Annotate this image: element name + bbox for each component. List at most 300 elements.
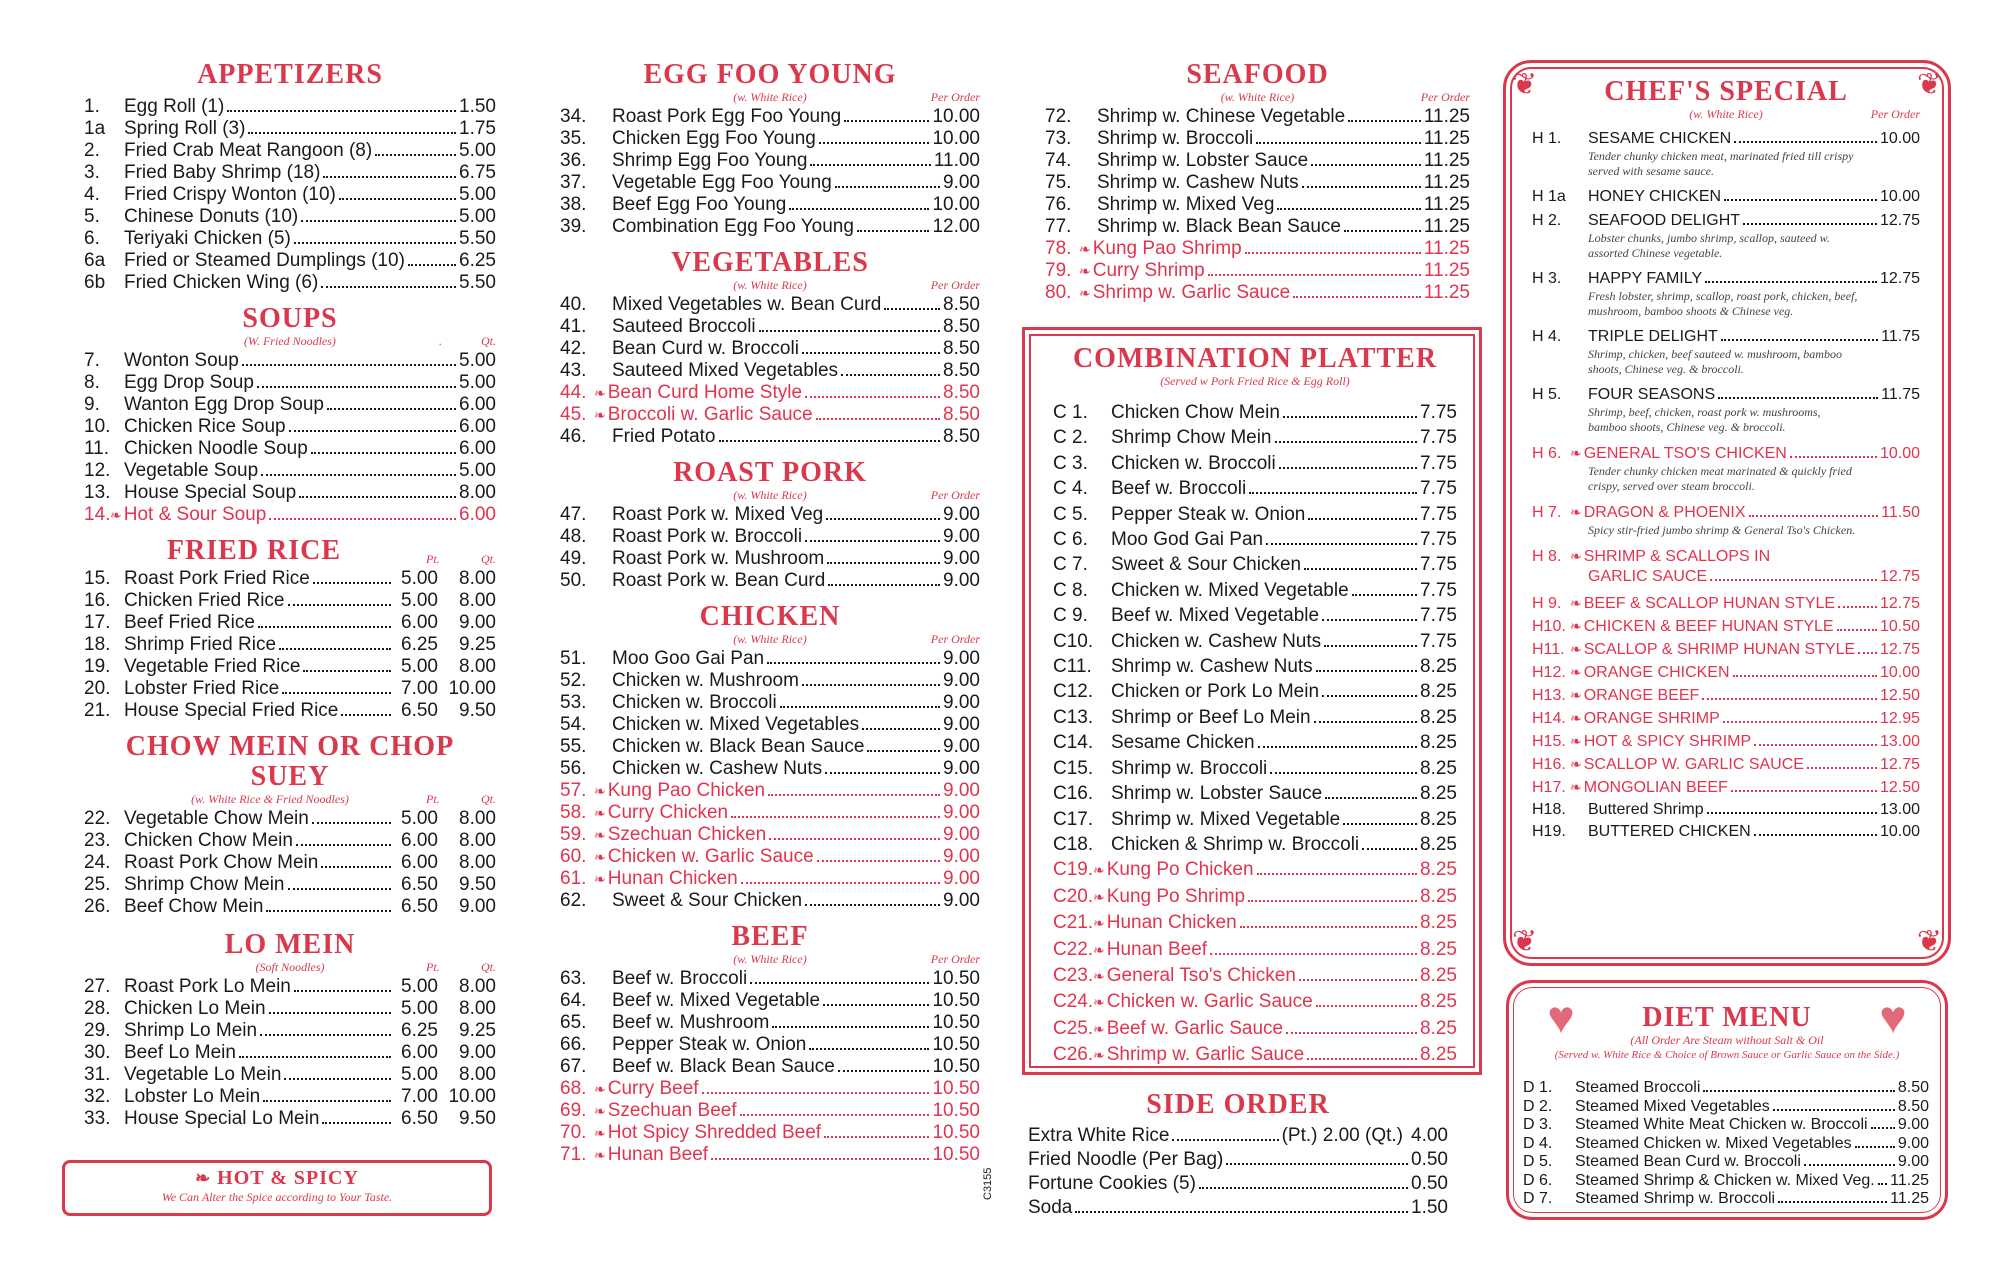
item-name: Beef Lo Mein bbox=[124, 1042, 236, 1063]
menu-item bbox=[1053, 578, 1457, 603]
item-number: H 9. bbox=[1532, 595, 1562, 612]
chili-pepper-icon: ❧ bbox=[1570, 595, 1582, 611]
item-price: 8.25 bbox=[1420, 964, 1457, 986]
leader-dots bbox=[299, 496, 456, 498]
item-number: C26. bbox=[1053, 1044, 1094, 1066]
item-number: 37. bbox=[560, 172, 587, 193]
item-name: Combination Egg Foo Young bbox=[612, 216, 854, 237]
item-name: Fried Chicken Wing (6) bbox=[124, 272, 319, 293]
item-price: 10.50 bbox=[932, 1034, 980, 1055]
leader-dots bbox=[1302, 186, 1421, 188]
fried-rice-h2: Qt. bbox=[481, 552, 496, 566]
item-number: D 2. bbox=[1523, 1097, 1553, 1115]
menu-item bbox=[84, 852, 496, 874]
leader-dots bbox=[1733, 675, 1877, 677]
item-price: 9.00 bbox=[943, 802, 980, 823]
item-name: Shrimp Fried Rice bbox=[124, 634, 277, 655]
chili-pepper-icon: ❧ bbox=[594, 1125, 606, 1141]
item-number: 4. bbox=[84, 184, 100, 205]
leader-dots bbox=[1718, 397, 1878, 399]
menu-item bbox=[1028, 1172, 1448, 1196]
leader-dots bbox=[1344, 230, 1421, 232]
menu-item bbox=[84, 96, 496, 118]
item-pint-price: 6.50 bbox=[401, 874, 438, 895]
item-price: 11.25 bbox=[1890, 1190, 1929, 1207]
seafood-subtitle: (w. White Rice) bbox=[1220, 90, 1295, 104]
leader-dots bbox=[1778, 1201, 1887, 1203]
leader-dots bbox=[1707, 812, 1877, 814]
item-name: Curry Beef bbox=[607, 1078, 699, 1099]
item-price: 7.75 bbox=[1420, 452, 1457, 474]
item-price: 11.25 bbox=[1423, 216, 1470, 237]
item-number: 60. bbox=[560, 846, 587, 867]
item-name: Beef w. Black Bean Sauce bbox=[612, 1056, 835, 1077]
menu-item bbox=[84, 656, 496, 678]
beef-title: BEEF bbox=[731, 921, 809, 952]
menu-item bbox=[1028, 1124, 1448, 1148]
vegetables-subtitle: (w. White Rice) bbox=[733, 278, 807, 292]
leader-dots bbox=[1283, 416, 1417, 418]
item-name: ORANGE SHRIMP bbox=[1583, 710, 1720, 727]
item-name: Steamed Bean Curd w. Broccoli bbox=[1575, 1153, 1801, 1170]
item-name: FOUR SEASONS bbox=[1588, 386, 1716, 403]
item-price: 9.00 bbox=[943, 714, 980, 735]
item-number: 52. bbox=[560, 670, 587, 691]
leader-dots bbox=[1871, 1127, 1895, 1129]
item-number: C23. bbox=[1053, 964, 1094, 986]
lo-mein-h1: Pt. bbox=[426, 960, 440, 974]
item-number: 30. bbox=[84, 1042, 111, 1063]
item-price: 8.25 bbox=[1420, 808, 1457, 830]
item-name: Roast Pork Egg Foo Young bbox=[612, 106, 842, 127]
item-price: 9.00 bbox=[943, 692, 980, 713]
menu-item bbox=[560, 648, 980, 670]
item-name: Szechuan Chicken bbox=[607, 824, 767, 845]
item-name: Sauteed Mixed Vegetables bbox=[612, 360, 839, 381]
item-number: H14. bbox=[1532, 710, 1566, 727]
diet-menu-subtitle-2: (Served w. White Rice & Choice of Brown Sauce or Garlic Sauce on the Side.) bbox=[1554, 1049, 1900, 1061]
menu-item bbox=[84, 504, 496, 526]
item-name: BEEF & SCALLOP HUNAN STYLE bbox=[1583, 595, 1836, 612]
item-description: Fresh lobster, shrimp, scallop, roast pork, chicken, beef, mushroom, bamboo shoots & Chinese veg. bbox=[1588, 289, 1858, 318]
item-number: C11. bbox=[1053, 656, 1092, 678]
menu-item bbox=[1045, 150, 1470, 172]
soups-h1: . bbox=[439, 334, 442, 348]
menu-item bbox=[560, 570, 980, 592]
menu-item bbox=[560, 426, 980, 448]
chili-pepper-icon: ❧ bbox=[1093, 941, 1105, 958]
item-number: 66. bbox=[560, 1034, 587, 1055]
item-price: 11.25 bbox=[1423, 260, 1470, 281]
item-price: 11.00 bbox=[933, 150, 980, 171]
menu-item bbox=[1053, 937, 1457, 963]
leader-dots bbox=[769, 838, 940, 840]
item-name: TRIPLE DELIGHT bbox=[1588, 328, 1718, 345]
item-price: 11.25 bbox=[1423, 172, 1470, 193]
corner-ornament-icon: ❦ bbox=[1512, 925, 1538, 958]
item-name: Vegetable Lo Mein bbox=[124, 1064, 282, 1085]
item-name: Chicken Rice Soup bbox=[124, 416, 286, 437]
item-number: H18. bbox=[1532, 801, 1566, 818]
item-price: 9.00 bbox=[943, 570, 980, 591]
menu-item bbox=[1532, 754, 1920, 775]
leader-dots bbox=[284, 1078, 391, 1080]
seafood-title: SEAFOOD bbox=[1186, 59, 1329, 90]
item-number: 1. bbox=[84, 96, 100, 117]
item-number: 13. bbox=[84, 482, 111, 503]
menu-item bbox=[1532, 685, 1920, 706]
leader-dots bbox=[711, 1158, 929, 1160]
leader-dots bbox=[1275, 441, 1418, 443]
item-price: 8.50 bbox=[943, 426, 980, 447]
item-number: 51. bbox=[560, 648, 587, 669]
item-price: 10.50 bbox=[932, 968, 980, 989]
item-name: Roast Pork Fried Rice bbox=[124, 568, 310, 589]
item-number: 32. bbox=[84, 1086, 111, 1107]
item-name: SEAFOOD DELIGHT bbox=[1588, 212, 1741, 229]
menu-item bbox=[84, 272, 496, 294]
leader-dots bbox=[862, 728, 940, 730]
leader-dots bbox=[1837, 629, 1877, 631]
egg-foo-young-subtitle-row bbox=[560, 90, 980, 106]
item-price: 9.00 bbox=[943, 890, 980, 911]
item-price: 0.50 bbox=[1411, 1149, 1448, 1170]
menu-item bbox=[560, 824, 980, 846]
item-number: 19. bbox=[84, 656, 111, 677]
item-number: 28. bbox=[84, 998, 111, 1019]
menu-item bbox=[1532, 708, 1920, 729]
menu-item bbox=[560, 846, 980, 868]
item-price: 13.00 bbox=[1879, 801, 1920, 818]
menu-item bbox=[560, 868, 980, 890]
leader-dots bbox=[282, 692, 391, 694]
chili-pepper-icon: ❧ bbox=[1570, 756, 1582, 772]
egg-foo-young-h2: Per Order bbox=[930, 90, 980, 104]
soups-h2: Qt. bbox=[481, 334, 496, 348]
leader-dots bbox=[805, 540, 940, 542]
leader-dots bbox=[248, 132, 456, 134]
leader-dots bbox=[242, 364, 456, 366]
item-number: 74. bbox=[1045, 150, 1072, 171]
item-name: Chicken Noodle Soup bbox=[124, 438, 308, 459]
menu-item bbox=[1053, 527, 1457, 552]
chicken-subtitle: (w. White Rice) bbox=[733, 632, 807, 646]
chili-pepper-icon: ❧ bbox=[1570, 504, 1582, 520]
leader-dots bbox=[312, 822, 391, 824]
item-quart-price: 10.00 bbox=[448, 1086, 496, 1107]
chili-pepper-icon: ❧ bbox=[1093, 994, 1105, 1011]
item-price: 10.50 bbox=[932, 1122, 980, 1143]
menu-item bbox=[1523, 1098, 1929, 1117]
leader-dots bbox=[294, 242, 456, 244]
item-name: Roast Pork w. Mushroom bbox=[612, 548, 825, 569]
leader-dots bbox=[1721, 339, 1878, 341]
leader-dots bbox=[1838, 606, 1877, 608]
item-price: 9.00 bbox=[1897, 1134, 1929, 1152]
item-number: 14. bbox=[84, 504, 111, 525]
egg-foo-young-title: EGG FOO YOUNG bbox=[643, 59, 897, 90]
menu-item bbox=[1053, 552, 1457, 577]
leader-dots bbox=[296, 844, 391, 846]
item-name: Sesame Chicken bbox=[1111, 732, 1255, 754]
leader-dots bbox=[1286, 1032, 1417, 1034]
item-number: 68. bbox=[560, 1078, 587, 1099]
menu-item bbox=[1532, 502, 1920, 523]
menu-item bbox=[84, 874, 496, 896]
dancer-heart-left-icon: ♥ bbox=[1547, 991, 1575, 1043]
leader-dots bbox=[857, 230, 930, 232]
menu-item bbox=[1045, 106, 1470, 128]
menu-item bbox=[1045, 238, 1470, 260]
item-number: H11. bbox=[1532, 641, 1565, 658]
item-price: 7.75 bbox=[1420, 554, 1457, 576]
item-price: 10.50 bbox=[932, 1012, 980, 1033]
menu-item bbox=[1532, 731, 1920, 752]
item-name: BUTTERED CHICKEN bbox=[1588, 823, 1751, 840]
menu-item bbox=[1053, 884, 1457, 910]
menu-item bbox=[1532, 616, 1920, 637]
item-name: SHRIMP & SCALLOPS IN bbox=[1583, 548, 1771, 565]
item-price: 9.00 bbox=[943, 548, 980, 569]
chow-mein-list bbox=[84, 808, 496, 918]
chicken-list bbox=[560, 648, 980, 912]
item-number: D 7. bbox=[1523, 1190, 1553, 1207]
item-number: C 3. bbox=[1053, 452, 1088, 474]
item-number: 75. bbox=[1045, 172, 1072, 193]
menu-item bbox=[560, 294, 980, 316]
item-number: 16. bbox=[84, 590, 111, 611]
chefs-special-title: CHEF'S SPECIAL bbox=[1604, 76, 1848, 107]
menu-item bbox=[84, 1020, 496, 1042]
item-quart-price: 8.00 bbox=[459, 568, 496, 589]
lo-mein-title: LO MEIN bbox=[224, 929, 356, 960]
menu-item bbox=[560, 548, 980, 570]
leader-dots bbox=[301, 220, 456, 222]
chicken-h2: Per Order bbox=[930, 632, 980, 646]
item-name: Kung Pao Chicken bbox=[607, 780, 766, 801]
menu-item-continued bbox=[1532, 567, 1920, 587]
item-name: Beef Egg Foo Young bbox=[612, 194, 787, 215]
item-pint-price: 5.00 bbox=[401, 1064, 438, 1085]
leader-dots bbox=[258, 626, 391, 628]
menu-item bbox=[84, 634, 496, 656]
menu-item bbox=[84, 350, 496, 372]
item-number: 65. bbox=[560, 1012, 587, 1033]
leader-dots bbox=[750, 982, 929, 984]
item-name-line-2: GARLIC SAUCE bbox=[1588, 568, 1708, 585]
column-1 bbox=[84, 60, 496, 1130]
item-name: Shrimp w. Cashew Nuts bbox=[1097, 172, 1299, 193]
item-price: 11.25 bbox=[1890, 1171, 1929, 1189]
item-number: 34. bbox=[560, 106, 587, 127]
vegetables-list bbox=[560, 294, 980, 448]
leader-dots bbox=[767, 662, 940, 664]
item-price: 6.75 bbox=[459, 162, 496, 183]
menu-item bbox=[560, 1144, 980, 1166]
item-price: 11.25 bbox=[1423, 282, 1470, 303]
leader-dots bbox=[825, 772, 940, 774]
item-price: 6.00 bbox=[459, 504, 496, 525]
leader-dots bbox=[321, 866, 391, 868]
menu-item bbox=[1532, 327, 1920, 347]
item-name: Shrimp Egg Foo Young bbox=[612, 150, 808, 171]
item-name: Sauteed Broccoli bbox=[612, 316, 756, 337]
item-price: 9.00 bbox=[943, 868, 980, 889]
item-number: 76. bbox=[1045, 194, 1072, 215]
item-price: 8.25 bbox=[1420, 1044, 1457, 1066]
item-pint-price: 5.00 bbox=[401, 568, 438, 589]
vegetables-h2: Per Order bbox=[930, 278, 980, 292]
item-name: Chinese Donuts (10) bbox=[124, 206, 299, 227]
item-number: 44. bbox=[560, 382, 587, 403]
item-number: C 6. bbox=[1053, 529, 1088, 551]
item-name: Shrimp w. Mixed Vegetable bbox=[1111, 808, 1341, 830]
item-name: Hunan Chicken bbox=[607, 868, 738, 889]
item-name: Chicken w. Broccoli bbox=[1111, 452, 1276, 474]
menu-item bbox=[560, 316, 980, 338]
leader-dots bbox=[741, 882, 940, 884]
item-name: Steamed Chicken w. Mixed Vegetables bbox=[1575, 1134, 1852, 1152]
item-price: 10.00 bbox=[932, 194, 980, 215]
item-price: 9.00 bbox=[943, 758, 980, 779]
item-price: 12.75 bbox=[1879, 568, 1920, 585]
leader-dots bbox=[1724, 199, 1877, 201]
item-price: 9.00 bbox=[1897, 1153, 1929, 1170]
item-price: 7.75 bbox=[1420, 529, 1457, 551]
item-number: C 5. bbox=[1053, 503, 1088, 525]
roast-pork-list bbox=[560, 504, 980, 592]
item-name: Chicken w. Garlic Sauce bbox=[1106, 991, 1313, 1013]
item-description: Spicy stir-fried jumbo shrimp & General Tso's Chicken. bbox=[1588, 523, 1856, 537]
item-name: Shrimp w. Chinese Vegetable bbox=[1097, 106, 1346, 127]
leader-dots bbox=[1075, 1211, 1408, 1213]
soups-subtitle: (W. Fried Noodles) bbox=[244, 334, 336, 348]
leader-dots bbox=[279, 648, 391, 650]
item-name: Shrimp w. Lobster Sauce bbox=[1111, 783, 1323, 805]
chili-pepper-icon: ❧ bbox=[594, 805, 606, 821]
seafood-list bbox=[1045, 106, 1470, 304]
item-quart-price: 10.00 bbox=[448, 678, 496, 699]
leader-dots bbox=[1199, 1187, 1408, 1189]
item-pint-price: 6.25 bbox=[401, 634, 438, 655]
menu-item bbox=[560, 382, 980, 404]
item-number: H 1a bbox=[1532, 188, 1566, 205]
item-number: 26. bbox=[84, 896, 111, 917]
item-name: Steamed White Meat Chicken w. Broccoli bbox=[1575, 1116, 1868, 1133]
diet-menu-title: DIET MENU bbox=[1642, 1002, 1812, 1033]
leader-dots bbox=[824, 1136, 929, 1138]
menu-item bbox=[1053, 756, 1457, 781]
leader-dots bbox=[1304, 568, 1417, 570]
item-price: 11.75 bbox=[1881, 328, 1920, 345]
leader-dots bbox=[805, 904, 940, 906]
chili-pepper-icon: ❧ bbox=[1570, 548, 1582, 564]
menu-item bbox=[560, 128, 980, 150]
menu-item bbox=[1053, 781, 1457, 806]
combination-list bbox=[1053, 400, 1457, 1069]
leader-dots bbox=[1266, 543, 1417, 545]
leader-dots bbox=[816, 418, 940, 420]
item-number: 15. bbox=[84, 568, 111, 589]
item-price: 10.00 bbox=[932, 106, 980, 127]
item-price: 1.75 bbox=[459, 118, 496, 139]
item-pint-price: 6.00 bbox=[401, 1042, 438, 1063]
item-name: Bean Curd w. Broccoli bbox=[612, 338, 799, 359]
soups-subtitle-row bbox=[84, 334, 496, 350]
leader-dots bbox=[1754, 834, 1877, 836]
menu-item bbox=[1053, 963, 1457, 989]
chili-pepper-icon: ❧ bbox=[594, 1081, 606, 1097]
menu-item bbox=[560, 1034, 980, 1056]
item-name: Steamed Shrimp w. Broccoli bbox=[1575, 1190, 1776, 1207]
leader-dots bbox=[1210, 953, 1417, 955]
leader-dots bbox=[294, 990, 391, 992]
item-number: C 8. bbox=[1053, 579, 1088, 601]
item-number: C 2. bbox=[1053, 427, 1088, 449]
item-number: 72. bbox=[1045, 106, 1072, 127]
item-quart-price: 8.00 bbox=[459, 656, 496, 677]
menu-item bbox=[1053, 679, 1457, 704]
item-number: 59. bbox=[560, 824, 587, 845]
leader-dots bbox=[835, 186, 940, 188]
item-name: Chicken Chow Mein bbox=[1111, 402, 1280, 423]
item-number: 10. bbox=[84, 416, 111, 437]
menu-item bbox=[1045, 194, 1470, 216]
item-price: 10.50 bbox=[932, 1078, 980, 1099]
item-number: H12. bbox=[1532, 664, 1566, 681]
item-pint-price: 6.50 bbox=[401, 700, 438, 721]
leader-dots bbox=[323, 176, 456, 178]
item-number: C18. bbox=[1053, 833, 1094, 855]
menu-item bbox=[84, 482, 496, 504]
item-price: 9.00 bbox=[943, 824, 980, 845]
item-quart-price: 9.25 bbox=[459, 634, 496, 655]
item-name: Hunan Beef bbox=[607, 1144, 709, 1165]
item-number: C20. bbox=[1053, 885, 1094, 907]
chili-pepper-icon: ❧ bbox=[1570, 779, 1582, 795]
leader-dots bbox=[1307, 1058, 1417, 1060]
leader-dots bbox=[1258, 746, 1417, 748]
menu-item bbox=[560, 968, 980, 990]
item-name: Szechuan Beef bbox=[607, 1100, 737, 1121]
item-price: 8.50 bbox=[1897, 1097, 1929, 1115]
roast-pork-subtitle-row bbox=[560, 488, 980, 504]
leader-dots bbox=[731, 816, 940, 818]
menu-item bbox=[560, 990, 980, 1012]
chili-pepper-icon: ❧ bbox=[1093, 915, 1105, 932]
item-price: 12.50 bbox=[1879, 687, 1920, 704]
item-price: 7.75 bbox=[1420, 605, 1457, 627]
leader-dots bbox=[702, 1092, 930, 1094]
lo-mein-subtitle-row bbox=[84, 960, 496, 976]
menu-item bbox=[84, 1042, 496, 1064]
chili-pepper-icon: ❧ bbox=[1570, 733, 1582, 749]
leader-dots bbox=[740, 1114, 930, 1116]
leader-dots bbox=[1807, 767, 1877, 769]
diet-menu-list bbox=[1523, 1079, 1929, 1209]
leader-dots bbox=[780, 706, 940, 708]
item-price: 11.50 bbox=[1881, 504, 1920, 521]
leader-dots bbox=[719, 440, 941, 442]
menu-item bbox=[1523, 1172, 1929, 1191]
item-name: Kung Pao Shrimp bbox=[1092, 238, 1242, 259]
item-name: Shrimp Lo Mein bbox=[124, 1020, 258, 1041]
leader-dots bbox=[408, 264, 456, 266]
menu-item bbox=[1532, 822, 1920, 842]
leader-dots bbox=[288, 604, 392, 606]
menu-item bbox=[84, 976, 496, 998]
item-price: 12.95 bbox=[1879, 710, 1920, 727]
